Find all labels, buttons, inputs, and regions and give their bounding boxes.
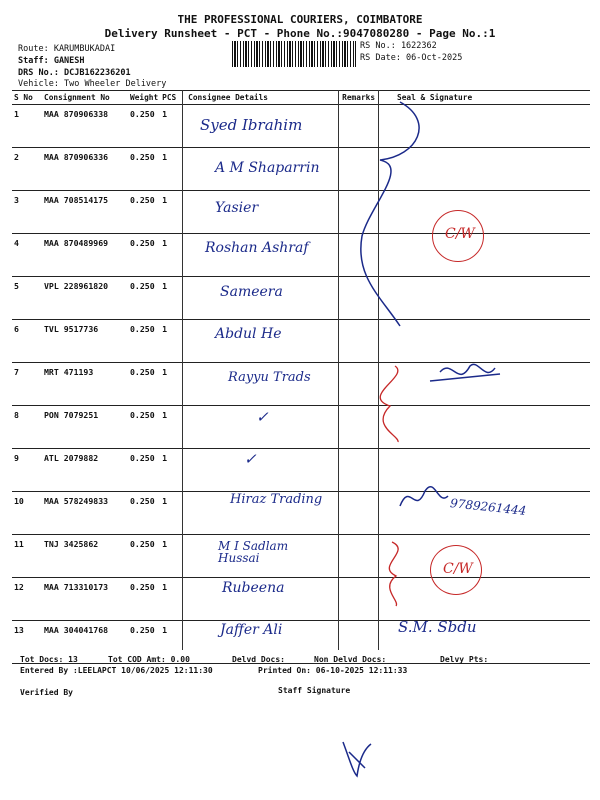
rs-date: RS Date: 06-Oct-2025 bbox=[360, 53, 463, 63]
cell-consignment: MAA 870489969 bbox=[42, 234, 128, 277]
delivery-points: Delvy Pts: bbox=[440, 655, 489, 664]
cell-pcs: 1 bbox=[160, 492, 186, 535]
cell-weight: 0.250 bbox=[128, 105, 160, 148]
staff-signature: Staff Signature bbox=[278, 686, 351, 695]
cell-sno: 4 bbox=[12, 234, 42, 277]
sign-stroke bbox=[400, 487, 448, 506]
col-weight: Weight bbox=[128, 91, 160, 105]
cell-sno: 13 bbox=[12, 621, 42, 664]
cell-weight: 0.250 bbox=[128, 320, 160, 363]
col-remarks: Remarks bbox=[340, 91, 377, 105]
col-details: Consignee Details bbox=[186, 91, 340, 105]
verifier-signature bbox=[335, 738, 385, 780]
cell-consignment: PON 7079251 bbox=[42, 406, 128, 449]
cell-sno: 7 bbox=[12, 363, 42, 406]
cell-weight: 0.250 bbox=[128, 277, 160, 320]
cell-pcs: 1 bbox=[160, 191, 186, 234]
drs-number: DRS No.: DCJB162236201 bbox=[18, 68, 131, 78]
verified-by: Verified By bbox=[20, 688, 73, 697]
col-sno: S No bbox=[12, 91, 42, 105]
handwritten-name: Rayyu Trads bbox=[228, 370, 311, 385]
cell-weight: 0.250 bbox=[128, 578, 160, 621]
bracket-stroke bbox=[361, 102, 419, 326]
delivered-docs: Delvd Docs: bbox=[232, 655, 285, 664]
handwritten-name: Yasier bbox=[215, 200, 259, 216]
cell-weight: 0.250 bbox=[128, 191, 160, 234]
cell-sno: 9 bbox=[12, 449, 42, 492]
col-consignment: Consignment No bbox=[42, 91, 128, 105]
cell-weight: 0.250 bbox=[128, 363, 160, 406]
divider-details bbox=[182, 90, 183, 650]
cell-consignment: VPL 228961820 bbox=[42, 277, 128, 320]
cell-weight: 0.250 bbox=[128, 621, 160, 664]
handwritten-name: Roshan Ashraf bbox=[205, 240, 309, 256]
cell-consignment: MAA 708514175 bbox=[42, 191, 128, 234]
cell-sno: 1 bbox=[12, 105, 42, 148]
cell-consignment: ATL 2079882 bbox=[42, 449, 128, 492]
entered-by: Entered By :LEELAPCT 10/06/2025 12:11:30 bbox=[20, 666, 213, 675]
cell-consignment: MAA 304041768 bbox=[42, 621, 128, 664]
total-docs: Tot Docs: 13 bbox=[20, 655, 78, 664]
signature-13: S.M. Sbdu bbox=[398, 618, 477, 636]
cell-pcs: 1 bbox=[160, 148, 186, 191]
cell-pcs: 1 bbox=[160, 363, 186, 406]
cell-pcs: 1 bbox=[160, 234, 186, 277]
cell-sno: 3 bbox=[12, 191, 42, 234]
cell-consignment: MAA 870906338 bbox=[42, 105, 128, 148]
cell-sno: 6 bbox=[12, 320, 42, 363]
cell-pcs: 1 bbox=[160, 621, 186, 664]
cell-sno: 8 bbox=[12, 406, 42, 449]
non-delivered-docs: Non Delvd Docs: bbox=[314, 655, 387, 664]
cell-weight: 0.250 bbox=[128, 449, 160, 492]
printed-on: Printed On: 06-10-2025 12:11:33 bbox=[258, 666, 408, 675]
cell-weight: 0.250 bbox=[128, 234, 160, 277]
barcode-image bbox=[232, 41, 356, 67]
cell-sno: 11 bbox=[12, 535, 42, 578]
cell-pcs: 1 bbox=[160, 449, 186, 492]
handwritten-name: A M Shaparrin bbox=[215, 160, 320, 176]
cell-sno: 12 bbox=[12, 578, 42, 621]
cell-consignment: TNJ 3425862 bbox=[42, 535, 128, 578]
col-seal: Seal & Signature bbox=[377, 91, 590, 105]
stamp-circle: C/W bbox=[432, 210, 484, 262]
stamp-circle: C/W bbox=[430, 545, 482, 595]
cell-consignment: TVL 9517736 bbox=[42, 320, 128, 363]
check-mark: ✓ bbox=[256, 408, 269, 426]
handwritten-name: Rubeena bbox=[222, 580, 285, 596]
cell-pcs: 1 bbox=[160, 105, 186, 148]
rs-number: RS No.: 1622362 bbox=[360, 41, 437, 51]
cell-consignment: MAA 870906336 bbox=[42, 148, 128, 191]
total-cod: Tot COD Amt: 0.00 bbox=[108, 655, 190, 664]
col-pcs: PCS bbox=[160, 91, 186, 105]
cell-consignment: MRT 471193 bbox=[42, 363, 128, 406]
sign-stroke bbox=[430, 374, 500, 381]
runsheet-title: Delivery Runsheet - PCT - Phone No.:9047080280 - Page No.:1 bbox=[104, 27, 496, 40]
handwritten-name: Abdul He bbox=[215, 326, 282, 342]
cell-sno: 5 bbox=[12, 277, 42, 320]
cell-details bbox=[186, 191, 340, 234]
handwritten-name: Jaffer Ali bbox=[220, 622, 283, 638]
cell-weight: 0.250 bbox=[128, 535, 160, 578]
cell-consignment: MAA 578249833 bbox=[42, 492, 128, 535]
sign-stroke bbox=[440, 364, 495, 374]
cell-pcs: 1 bbox=[160, 320, 186, 363]
staff-label: Staff: GANESH bbox=[18, 56, 85, 66]
handwritten-name: Hiraz Trading bbox=[230, 492, 323, 507]
bracket-stroke bbox=[380, 366, 398, 442]
cell-sno: 2 bbox=[12, 148, 42, 191]
cell-consignment: MAA 713310173 bbox=[42, 578, 128, 621]
handwritten-name: Syed Ibrahim bbox=[200, 116, 303, 134]
company-name: THE PROFESSIONAL COURIERS, COIMBATORE bbox=[177, 13, 423, 26]
divider-remarks bbox=[338, 90, 339, 650]
check-mark: ✓ bbox=[244, 450, 257, 468]
cell-sno: 10 bbox=[12, 492, 42, 535]
bracket-stroke bbox=[389, 542, 398, 606]
handwritten-name: Sameera bbox=[220, 284, 283, 300]
cell-pcs: 1 bbox=[160, 578, 186, 621]
cell-pcs: 1 bbox=[160, 277, 186, 320]
route-label: Route: KARUMBUKADAI bbox=[18, 44, 116, 54]
cell-details bbox=[186, 449, 340, 492]
cell-weight: 0.250 bbox=[128, 406, 160, 449]
cell-pcs: 1 bbox=[160, 535, 186, 578]
vehicle-label: Vehicle: Two Wheeler Delivery bbox=[18, 79, 167, 89]
phone-number-handwritten: 9789261444 bbox=[449, 496, 527, 518]
cell-pcs: 1 bbox=[160, 406, 186, 449]
handwritten-name: M I Sadlam Hussai bbox=[218, 539, 289, 565]
cell-weight: 0.250 bbox=[128, 492, 160, 535]
cell-weight: 0.250 bbox=[128, 148, 160, 191]
